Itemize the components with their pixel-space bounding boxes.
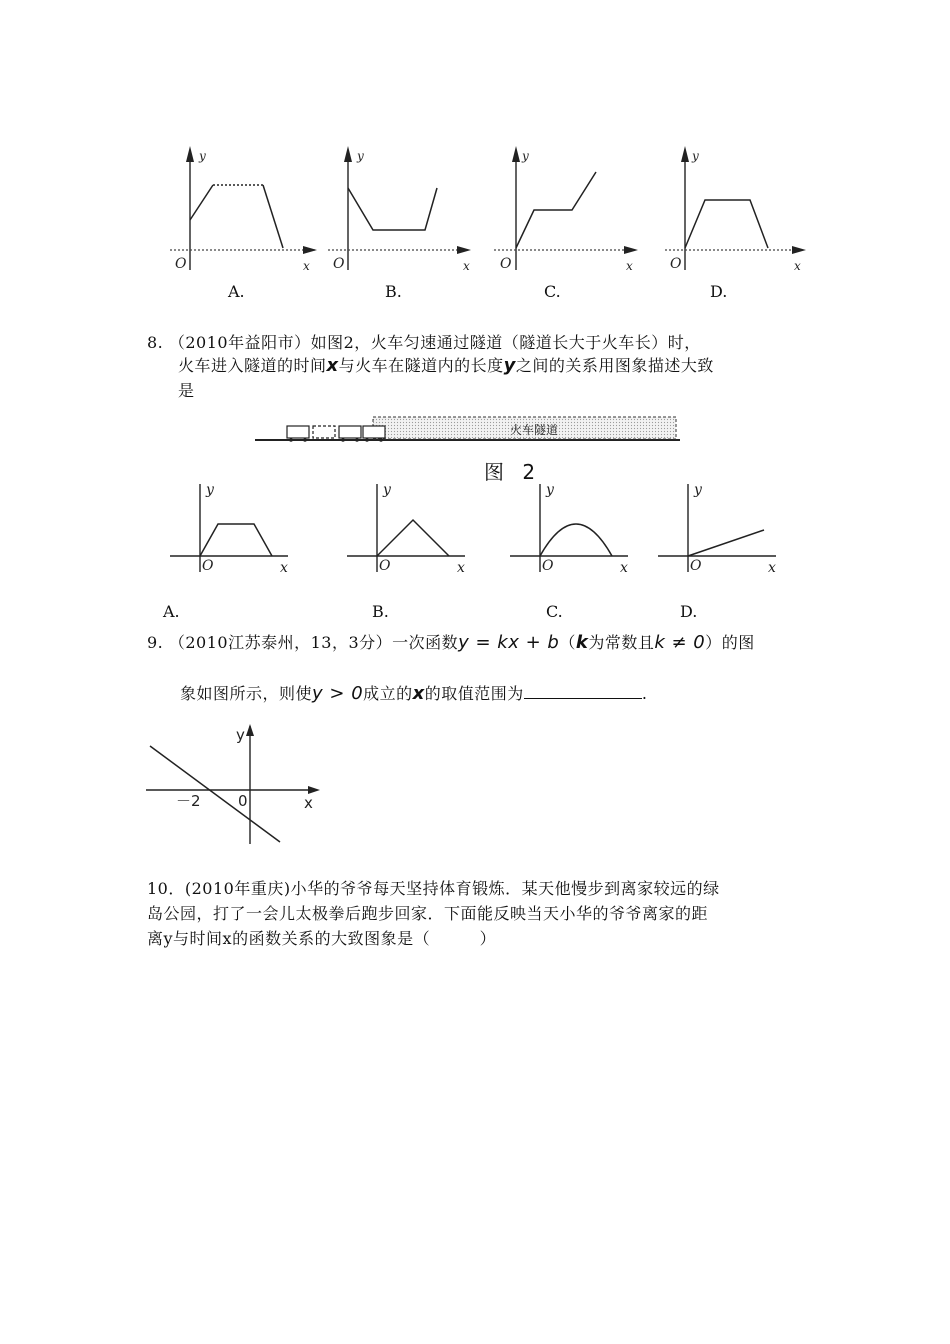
q7-graph-b: [325, 140, 485, 280]
q8-option-b[interactable]: B.: [372, 602, 389, 621]
q9-text-1a: （2010江苏泰州，13，3分）一次函数: [168, 633, 459, 652]
q9-intercept-label: －2: [176, 792, 201, 810]
q9-line-2: [180, 681, 647, 704]
q7a-y-label: y: [199, 149, 206, 163]
q8-option-d[interactable]: D.: [680, 602, 698, 621]
q8-option-c[interactable]: C.: [546, 602, 563, 621]
q7b-y-label: y: [357, 149, 364, 163]
train-car-2: [313, 426, 335, 438]
q8d-y-label: y: [694, 482, 702, 498]
q9-var-k: k: [575, 632, 589, 653]
q7-option-b[interactable]: B.: [385, 282, 402, 301]
q8-graph-d: [656, 480, 786, 580]
train-car-4: [363, 426, 385, 438]
q8c-y-label: y: [546, 482, 554, 498]
q9-condition: k ≠ 0: [654, 632, 706, 653]
q9-text-end: .: [641, 684, 648, 703]
q8-option-a[interactable]: A.: [163, 602, 180, 621]
q8-graph-a: [168, 480, 298, 580]
q7b-origin: O: [333, 256, 345, 272]
q8-text-2b: 与火车在隧道内的长度: [338, 356, 504, 375]
q7c-origin: O: [500, 256, 512, 272]
q9-text-2a: 象如图所示，则使: [180, 684, 313, 703]
q8-var-y: y: [503, 355, 516, 376]
q7b-x-label: x: [463, 259, 470, 273]
q8-number: 8.: [147, 333, 164, 352]
q8-text-1: （2010年益阳市）如图2，火车匀速通过隧道（隧道长大于火车长）时，: [168, 333, 701, 352]
q8-figure-caption: 图 2: [484, 460, 542, 484]
q7c-y-label: y: [522, 149, 529, 163]
q9-line-1: [147, 630, 755, 653]
q9-text-2c: 的取值范围为: [424, 684, 524, 703]
q9-number: 9.: [147, 633, 164, 652]
q7d-x-label: x: [794, 259, 801, 273]
q8b-origin: O: [379, 558, 391, 574]
q8-text-2c: 之间的关系用图象描述大致: [515, 356, 714, 375]
q9-text-1d: ）的图: [705, 633, 755, 652]
q8-graph-b: [345, 480, 475, 580]
q7-graph-d: [660, 140, 820, 280]
q9-inequality: y > 0: [312, 683, 364, 704]
q8-text-2a: 火车进入隧道的时间: [178, 356, 327, 375]
q8c-origin: O: [542, 558, 554, 574]
q7d-origin: O: [670, 256, 682, 272]
q7a-origin: O: [175, 256, 187, 272]
q8a-origin: O: [202, 558, 214, 574]
q9-origin: 0: [238, 792, 248, 810]
q9-text-2b: 成立的: [363, 684, 413, 703]
q7-graph-a: [165, 140, 325, 280]
q9-formula: y = kx + b: [458, 632, 560, 653]
q8-line-3: 是: [178, 381, 195, 400]
q7d-y-label: y: [692, 149, 699, 163]
train-car-1: [287, 426, 309, 438]
q7-option-d[interactable]: D.: [710, 282, 728, 301]
tunnel-label: 火车隧道: [510, 423, 559, 437]
q10-line-3: 离y与时间x的函数关系的大致图象是（ ）: [147, 929, 497, 948]
q7-graph-c: [492, 140, 652, 280]
q9-x-label: x: [304, 794, 313, 812]
q7-option-a[interactable]: A.: [228, 282, 245, 301]
q10-line-2: 岛公园，打了一会儿太极拳后跑步回家．下面能反映当天小华的爷爷离家的距: [147, 904, 709, 923]
q8d-origin: O: [690, 558, 702, 574]
q9-y-label: y: [236, 726, 245, 744]
q10-line-1: 10．(2010年重庆)小华的爷爷每天坚持体育锻炼．某天他慢步到离家较远的绿: [147, 879, 720, 898]
q8-tunnel-figure: [255, 412, 680, 448]
q8a-y-label: y: [206, 482, 214, 498]
q8-line-1: [147, 330, 701, 353]
q7a-x-label: x: [303, 259, 310, 273]
q9-answer-blank[interactable]: [524, 684, 642, 699]
train-car-3: [339, 426, 361, 438]
q7-option-c[interactable]: C.: [544, 282, 561, 301]
q8-line-2: [178, 353, 714, 376]
q8c-x-label: x: [620, 560, 628, 576]
q9-graph: [140, 720, 330, 850]
q8b-x-label: x: [457, 560, 465, 576]
q8-graph-c: [508, 480, 638, 580]
q8a-x-label: x: [280, 560, 288, 576]
q8-var-x: x: [326, 355, 339, 376]
q8b-y-label: y: [383, 482, 391, 498]
q9-text-1b: （: [559, 633, 576, 652]
q8d-x-label: x: [768, 560, 776, 576]
q9-text-1c: 为常数且: [588, 633, 655, 652]
q9-var-x: x: [412, 683, 425, 704]
q7c-x-label: x: [626, 259, 633, 273]
